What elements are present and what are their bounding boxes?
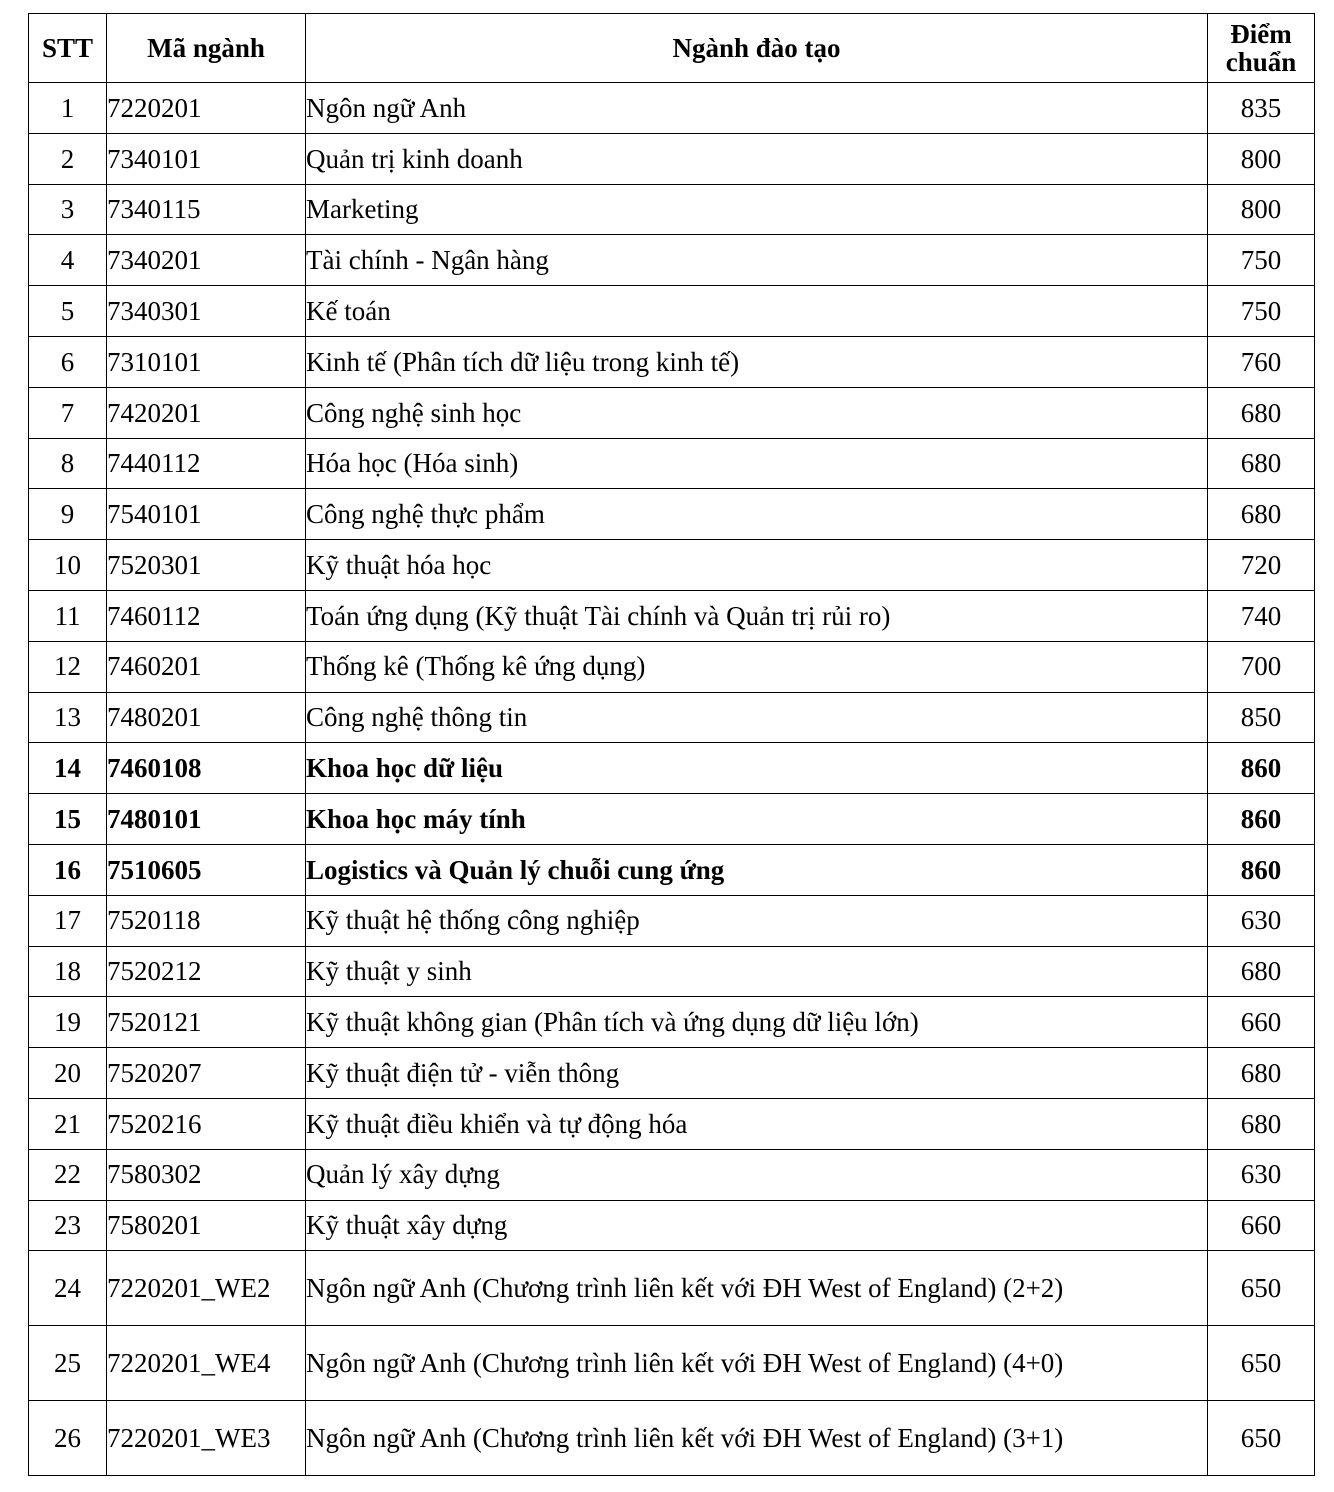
table-row [29,387,1315,438]
cell-score: 650 [1208,1401,1315,1476]
cell-stt: 13 [29,692,107,743]
cell-stt: 17 [29,895,107,946]
cell-score: 680 [1208,1048,1315,1099]
cell-code: 7510605 [107,844,306,895]
cell-stt: 16 [29,844,107,895]
cell-name: Hóa học (Hóa sinh) [306,438,1208,489]
cell-stt: 14 [29,743,107,794]
cell-score: 700 [1208,641,1315,692]
cell-name: Kỹ thuật điện tử - viễn thông [306,1048,1208,1099]
table-row [29,336,1315,387]
cell-score: 800 [1208,133,1315,184]
cell-name: Công nghệ thực phẩm [306,489,1208,540]
cell-stt: 6 [29,336,107,387]
cell-score: 660 [1208,997,1315,1048]
cell-code: 7520301 [107,540,306,591]
cell-stt: 22 [29,1149,107,1200]
cell-score: 860 [1208,743,1315,794]
cell-stt: 5 [29,286,107,337]
cell-code: 7540101 [107,489,306,540]
cell-stt: 10 [29,540,107,591]
table-row [29,1048,1315,1099]
table-row [29,1149,1315,1200]
table-row [29,540,1315,591]
cell-score: 630 [1208,895,1315,946]
cell-name: Kinh tế (Phân tích dữ liệu trong kinh tế) [306,336,1208,387]
table-row [29,1326,1315,1401]
cell-score: 680 [1208,387,1315,438]
cell-code: 7480201 [107,692,306,743]
table-row [29,1401,1315,1476]
table-row [29,641,1315,692]
table-row [29,590,1315,641]
cell-name: Kế toán [306,286,1208,337]
cell-stt: 24 [29,1251,107,1326]
cell-code: 7440112 [107,438,306,489]
cell-code: 7220201_WE2 [107,1251,306,1326]
cell-code: 7480101 [107,794,306,845]
header-score-line2: chuẩn [1225,47,1297,77]
header-name: Ngành đào tạo [306,14,1208,83]
cell-name: Kỹ thuật hóa học [306,540,1208,591]
table-row [29,1098,1315,1149]
cell-stt: 1 [29,83,107,134]
header-code: Mã ngành [107,14,306,83]
cell-score: 740 [1208,590,1315,641]
table-row [29,1200,1315,1251]
cell-stt: 3 [29,184,107,235]
cell-code: 7340201 [107,235,306,286]
cell-stt: 20 [29,1048,107,1099]
cell-code: 7460201 [107,641,306,692]
header-score [1208,14,1315,83]
admission-score-table [28,13,1315,1476]
table-row [29,743,1315,794]
cell-code: 7340301 [107,286,306,337]
cell-name: Khoa học máy tính [306,794,1208,845]
cell-score: 860 [1208,794,1315,845]
cell-code: 7520118 [107,895,306,946]
table-row [29,844,1315,895]
cell-code: 7580302 [107,1149,306,1200]
table-row [29,895,1315,946]
cell-stt: 11 [29,590,107,641]
cell-stt: 19 [29,997,107,1048]
cell-score: 630 [1208,1149,1315,1200]
cell-code: 7220201 [107,83,306,134]
table-row [29,235,1315,286]
cell-code: 7220201_WE3 [107,1401,306,1476]
table-row [29,83,1315,134]
cell-stt: 15 [29,794,107,845]
cell-stt: 18 [29,946,107,997]
cell-score: 650 [1208,1251,1315,1326]
cell-name: Toán ứng dụng (Kỹ thuật Tài chính và Quản trị rủi ro) [306,590,1208,641]
header-score-line1: Điểm [1230,18,1292,49]
cell-code: 7520212 [107,946,306,997]
table-row [29,794,1315,845]
table-row [29,489,1315,540]
cell-code: 7520207 [107,1048,306,1099]
cell-code: 7580201 [107,1200,306,1251]
cell-name: Ngôn ngữ Anh (Chương trình liên kết với ĐH West of England) (2+2) [306,1251,1208,1326]
cell-code: 7220201_WE4 [107,1326,306,1401]
table-body [29,83,1315,1476]
cell-name: Kỹ thuật hệ thống công nghiệp [306,895,1208,946]
cell-score: 750 [1208,235,1315,286]
cell-name: Công nghệ sinh học [306,387,1208,438]
cell-stt: 4 [29,235,107,286]
cell-stt: 8 [29,438,107,489]
cell-score: 850 [1208,692,1315,743]
cell-score: 860 [1208,844,1315,895]
table-header-row [29,14,1315,83]
cell-code: 7420201 [107,387,306,438]
cell-name: Thống kê (Thống kê ứng dụng) [306,641,1208,692]
cell-score: 680 [1208,438,1315,489]
cell-name: Ngôn ngữ Anh (Chương trình liên kết với ĐH West of England) (4+0) [306,1326,1208,1401]
cell-name: Kỹ thuật y sinh [306,946,1208,997]
cell-code: 7310101 [107,336,306,387]
table-row [29,946,1315,997]
cell-score: 835 [1208,83,1315,134]
cell-name: Công nghệ thông tin [306,692,1208,743]
cell-code: 7520121 [107,997,306,1048]
cell-score: 760 [1208,336,1315,387]
cell-code: 7460108 [107,743,306,794]
table-row [29,438,1315,489]
cell-name: Quản trị kinh doanh [306,133,1208,184]
cell-score: 720 [1208,540,1315,591]
cell-score: 680 [1208,946,1315,997]
cell-code: 7520216 [107,1098,306,1149]
cell-score: 680 [1208,489,1315,540]
cell-name: Ngôn ngữ Anh (Chương trình liên kết với ĐH West of England) (3+1) [306,1401,1208,1476]
table-row [29,1251,1315,1326]
cell-name: Kỹ thuật xây dựng [306,1200,1208,1251]
cell-stt: 26 [29,1401,107,1476]
cell-stt: 7 [29,387,107,438]
table-row [29,184,1315,235]
cell-name: Logistics và Quản lý chuỗi cung ứng [306,844,1208,895]
cell-name: Kỹ thuật điều khiển và tự động hóa [306,1098,1208,1149]
cell-name: Marketing [306,184,1208,235]
cell-code: 7340115 [107,184,306,235]
header-stt: STT [29,14,107,83]
cell-stt: 12 [29,641,107,692]
cell-stt: 23 [29,1200,107,1251]
table-row [29,997,1315,1048]
cell-score: 660 [1208,1200,1315,1251]
cell-score: 650 [1208,1326,1315,1401]
cell-name: Khoa học dữ liệu [306,743,1208,794]
cell-stt: 2 [29,133,107,184]
table-row [29,133,1315,184]
cell-score: 680 [1208,1098,1315,1149]
cell-stt: 9 [29,489,107,540]
cell-name: Quản lý xây dựng [306,1149,1208,1200]
cell-name: Ngôn ngữ Anh [306,83,1208,134]
cell-name: Kỹ thuật không gian (Phân tích và ứng dụng dữ liệu lớn) [306,997,1208,1048]
cell-stt: 25 [29,1326,107,1401]
cell-code: 7460112 [107,590,306,641]
cell-name: Tài chính - Ngân hàng [306,235,1208,286]
cell-stt: 21 [29,1098,107,1149]
table-row [29,286,1315,337]
table-row [29,692,1315,743]
cell-score: 800 [1208,184,1315,235]
cell-score: 750 [1208,286,1315,337]
cell-code: 7340101 [107,133,306,184]
